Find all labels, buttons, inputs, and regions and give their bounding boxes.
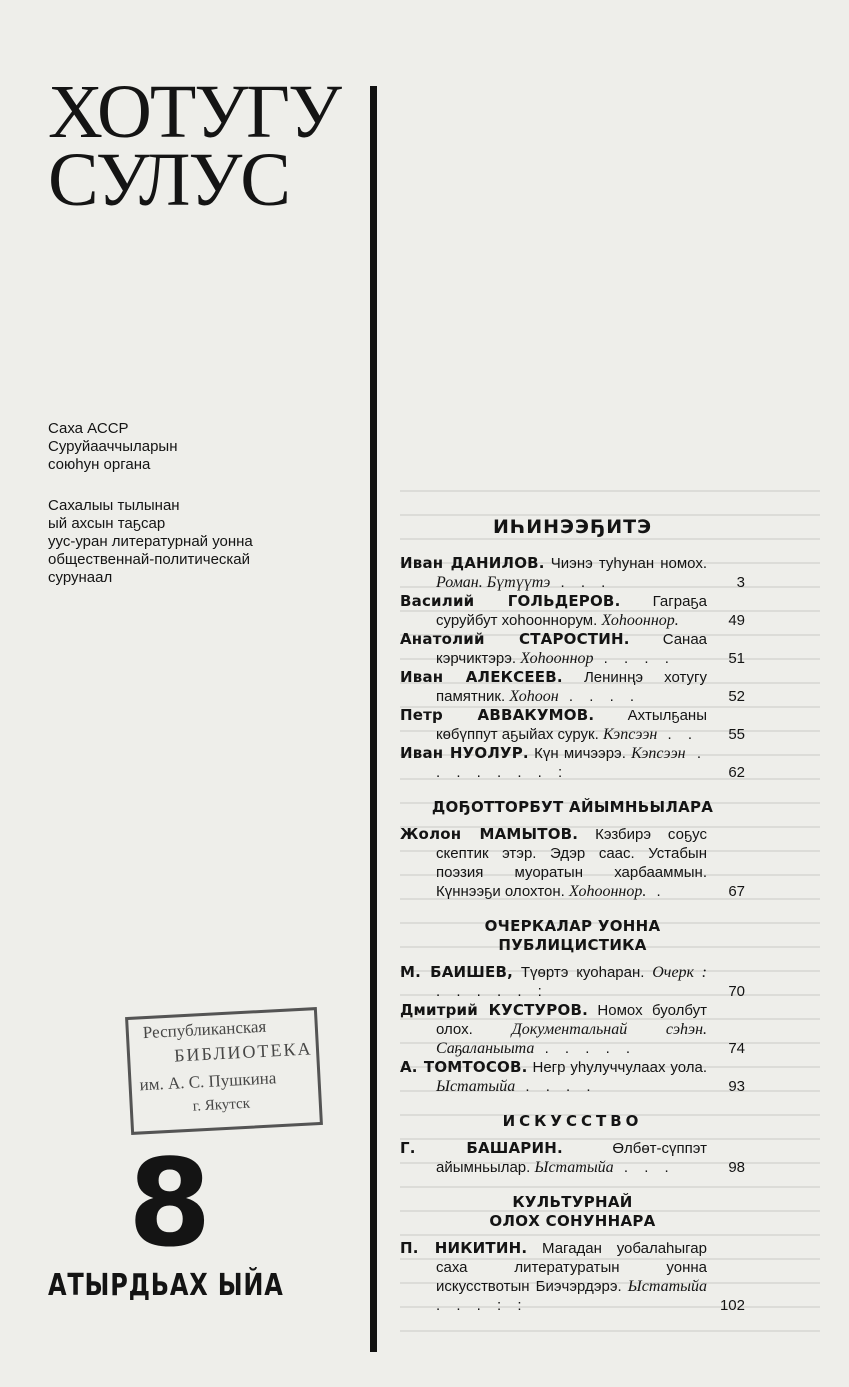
entry-leader-dots: . . . . . xyxy=(534,1040,637,1057)
entry-leader-dots: . . . . . : xyxy=(436,983,548,1000)
entry-genre: Хоһооннор xyxy=(520,650,594,667)
entry-leader-dots: . . . xyxy=(613,1159,675,1176)
contents-entry xyxy=(400,630,745,668)
section-heading xyxy=(400,1193,745,1231)
bleed-through-author xyxy=(480,80,491,125)
contents-entry xyxy=(400,963,745,1001)
stamp-line: г. Якутск xyxy=(192,1095,251,1115)
entry-page-number: 55 xyxy=(728,726,745,743)
magazine-title xyxy=(48,70,340,222)
description-line: Сахалыы тылынан xyxy=(48,497,180,514)
entry-author: Василий ГОЛЬДЕРОВ. xyxy=(400,592,621,610)
entry-genre: Кэпсээн xyxy=(631,745,686,762)
entry-author: Петр АВВАКУМОВ. xyxy=(400,706,595,724)
bleed-through-title xyxy=(520,130,551,240)
description-line: ый ахсын таҕсар xyxy=(48,515,166,532)
contents-heading: ИҺИНЭЭҔИТЭ xyxy=(492,516,653,538)
stamp-line: Республиканская xyxy=(142,1016,267,1043)
entry-leader-dots: . xyxy=(646,883,667,900)
contents-entry xyxy=(400,1139,745,1177)
entry-page-number: 102 xyxy=(719,1297,745,1314)
table-of-contents xyxy=(400,508,745,1315)
entry-genre: Хоһоон xyxy=(509,688,559,705)
entry-author: Г. БАШАРИН. xyxy=(400,1139,563,1157)
contents-entry xyxy=(400,1058,745,1096)
entry-genre: Роман. Бүтүүтэ xyxy=(436,574,551,591)
magazine-title-line-2: СУЛУС xyxy=(48,138,289,222)
entry-genre: Ыстатыйа xyxy=(436,1078,516,1095)
entry-author: А. ТОМТОСОВ. xyxy=(400,1058,528,1076)
section-heading xyxy=(400,917,745,955)
contents-entry xyxy=(400,592,745,630)
contents-entry xyxy=(400,1239,745,1315)
entry-page-number: 62 xyxy=(728,764,745,781)
entry-leader-dots: . . . . xyxy=(558,688,641,705)
entry-title: Гаграҕа суруйбут хоһооннорум. xyxy=(436,593,707,629)
entry-author: Анатолий СТАРОСТИН. xyxy=(400,630,630,648)
section-heading-line: ОЛОХ СОНУННАРА xyxy=(489,1212,656,1230)
entry-title: Негр уһулуччулаах уола. xyxy=(532,1059,707,1076)
entry-title: Кэзбирэ соҕус скептик этэр. Эдэр саас. Устабын поэзия муоратын харбааммын. Күннээҕи олохтон. xyxy=(436,826,708,900)
magazine-title-line-1: ХОТУГУ xyxy=(48,70,340,154)
entry-author: Иван АЛЕКСЕЕВ. xyxy=(400,668,563,686)
entry-genre: Ыстатыйа xyxy=(627,1278,707,1295)
entry-genre: Кэпсээн xyxy=(602,726,658,743)
entry-genre: Очерк : xyxy=(652,964,708,981)
description-line: сурунаал xyxy=(48,569,113,586)
entry-page-number: 67 xyxy=(728,883,745,900)
entry-title: Түөртэ куоһаран. xyxy=(520,964,645,981)
entry-author: Дмитрий КУСТУРОВ. xyxy=(400,1001,588,1019)
stamp-line: БИБЛИОТЕКА xyxy=(173,1038,313,1066)
description-line: уус-уран литературнай уонна xyxy=(48,533,253,550)
library-stamp xyxy=(125,1007,323,1135)
entry-leader-dots: . . . : : xyxy=(436,1297,528,1314)
entry-title: Санаа кэрчиктэрэ. xyxy=(436,631,707,667)
column-divider xyxy=(370,86,377,1352)
entry-author: Жолон МАМЫТОВ. xyxy=(400,825,579,843)
issue-number: 8 xyxy=(128,1135,212,1274)
publisher-line: союһун органа xyxy=(48,456,151,473)
entry-author: Иван НУОЛУР. xyxy=(400,744,529,762)
section-heading-line: КУЛЬТУРНАЙ xyxy=(512,1193,633,1211)
entry-title: Магадан уобалаһыгар саха литературатын уонна искусствотын Биэчэрдэрэ. xyxy=(436,1240,707,1295)
entry-leader-dots: . . . . xyxy=(593,650,675,667)
section-heading-line: ОЧЕРКАЛАР УОННА xyxy=(484,917,661,935)
section-heading xyxy=(400,798,745,817)
section-heading-line: ПУБЛИЦИСТИКА xyxy=(498,936,647,954)
entry-leader-dots: . . . . xyxy=(515,1078,597,1095)
entry-genre: Документальнай сэһэн. Саҕаланыыта xyxy=(436,1021,707,1057)
entry-author: П. НИКИТИН. xyxy=(400,1239,528,1257)
contents-entry xyxy=(400,825,745,901)
entry-leader-dots: . . . . . . . : xyxy=(436,745,708,781)
entry-page-number: 74 xyxy=(728,1040,745,1057)
entry-page-number: 51 xyxy=(728,650,745,667)
publisher-line: Саха АССР xyxy=(48,420,129,437)
publisher-line: Суруйааччыларын xyxy=(48,438,178,455)
entry-leader-dots: . . xyxy=(657,726,699,743)
entry-title: Номох буолбут олох. xyxy=(436,1002,707,1038)
entry-title: Чиэнэ туһунан номох. xyxy=(550,555,708,572)
entry-title: Күн мичээрэ. xyxy=(534,745,626,762)
contents-entry xyxy=(400,706,745,744)
section-heading-line: ДОҔОТТОРБУТ АЙЫМНЬЫЛАРА xyxy=(431,798,714,816)
entry-page-number: 93 xyxy=(728,1078,745,1095)
entry-page-number: 52 xyxy=(728,688,745,705)
entry-page-number: 49 xyxy=(728,612,745,629)
contents-entry xyxy=(400,554,745,592)
entry-page-number: 3 xyxy=(736,574,745,591)
entry-author: М. БАИШЕВ, xyxy=(400,963,514,981)
contents-entry xyxy=(400,668,745,706)
contents-entry xyxy=(400,1001,745,1058)
entry-title: Ленинңэ хотугу памятник. xyxy=(436,669,708,705)
section-heading-line: ИСКУССТВО xyxy=(502,1112,643,1130)
magazine-description xyxy=(48,497,253,587)
section-heading xyxy=(400,1112,745,1131)
entry-genre: Хоһооннор. xyxy=(601,612,679,629)
entry-leader-dots: . . . xyxy=(550,574,612,591)
entry-page-number: 70 xyxy=(728,983,745,1000)
description-line: общественнай-политическай xyxy=(48,551,251,568)
entry-title: Өлбөт-сүппэт айымньылар. xyxy=(436,1140,707,1176)
entry-page-number: 98 xyxy=(728,1159,745,1176)
issue-month: АТЫРДЬАХ ЫЙА xyxy=(48,1268,284,1303)
entry-genre: Ыстатыйа xyxy=(534,1159,614,1176)
entry-title: Ахтылҕаны көбүппут аҕыйах сурук. xyxy=(436,707,707,743)
publisher-info xyxy=(48,420,178,474)
entry-author: Иван ДАНИЛОВ. xyxy=(400,554,545,572)
entry-genre: Хоһооннор. xyxy=(569,883,647,900)
stamp-line: им. А. С. Пушкина xyxy=(139,1068,277,1095)
contents-entry xyxy=(400,744,745,782)
